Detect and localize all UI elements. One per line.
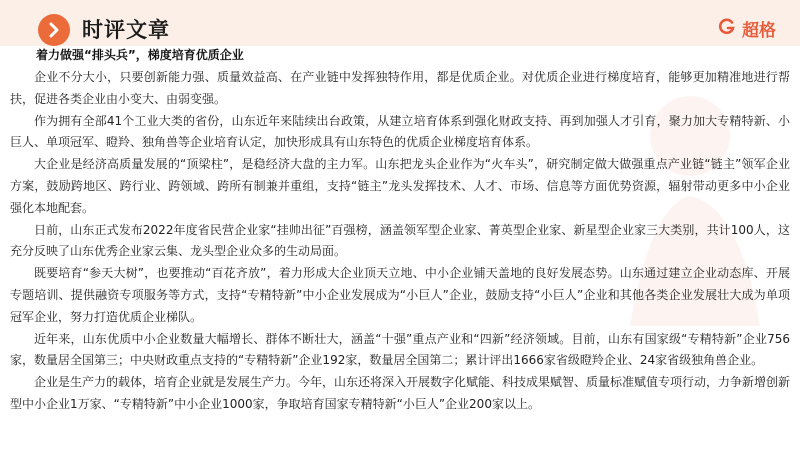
article-paragraph: 既要培育“参天大树”，也要推动“百花齐放”，着力形成大企业顶天立地、中小企业铺天盖地的良好发展态势。山东通过建立企业动态库、开展专题培训、提供融资专项服务等方式，支持“专精特新”中小企业发展成为“小巨人”企业，鼓励支持“小巨人”企业和其他各类企业发展壮大成为单项冠军企业，努力打造优质企业梯队。 [10,266,790,324]
article-paragraph: 企业不分大小，只要创新能力强、质量效益高、在产业链中发挥独特作用，都是优质企业。对优质企业进行梯度培育，能够更加精准地进行帮扶，促进各类企业由小变大、由弱变强。 [10,70,790,106]
article-paragraph: 近年来，山东优质中小企业数量大幅增长、群体不断壮大，涵盖“十强”重点产业和“四新”经济领域。目前，山东有国家级“专精特新”企业756家，数量居全国第三；中央财政重点支持的“专精特新”企业192家，数量居全国第二；累计评出1666家省级瞪羚企业、24家省级独角兽企业。 [10,331,790,368]
article-body [10,67,790,416]
chevron-right-icon [38,14,70,46]
article-paragraph: 大企业是经济高质量发展的“顶梁柱”，是稳经济大盘的主力军。山东把龙头企业作为“火车头”，研究制定做大做强重点产业链“链主”领军企业方案，鼓励跨地区、跨行业、跨领域、跨所有制兼并重组，支持“链主”龙头发挥技术、人才、市场、信息等方面优势资源，辐射带动更多中小企业强化本地配套。 [10,157,790,215]
article-panel [0,46,800,450]
article-paragraph: 企业是生产力的载体，培育企业就是发展生产力。今年，山东还将深入开展数字化赋能、科技成果赋智、质量标准赋值专项行动，力争新增创新型中小企业1万家、“专精特新”中小企业1000家，争取培育国家专精特新“小巨人”企业200家以上。 [10,375,791,411]
article-subheading: 着力做强“排头兵”，梯度培育优质企业 [36,48,244,62]
section-title: 时评文章 [82,18,170,42]
article-paragraph: 日前，山东正式发布2022年度省民营企业家“挂帅出征”百强榜，涵盖领军型企业家、菁英型企业家、新星型企业家三大类别，共计100人，这充分反映了山东优秀企业家云集、龙头型企业众多的生动局面。 [10,222,790,259]
brand-logo [718,16,776,41]
brand-name: 超格 [742,21,776,41]
article-paragraph: 作为拥有全部41个工业大类的省份，山东近年来陆续出台政策，从建立培育体系到强化财政支持、再到加强人才引育，聚力加大专精特新、小巨人、单项冠军、瞪羚、独角兽等企业培育认定，加快形成具有山东特色的优质企业梯度培育体系。 [10,113,790,150]
header-bar [0,0,800,52]
brand-mark-icon [718,18,736,40]
